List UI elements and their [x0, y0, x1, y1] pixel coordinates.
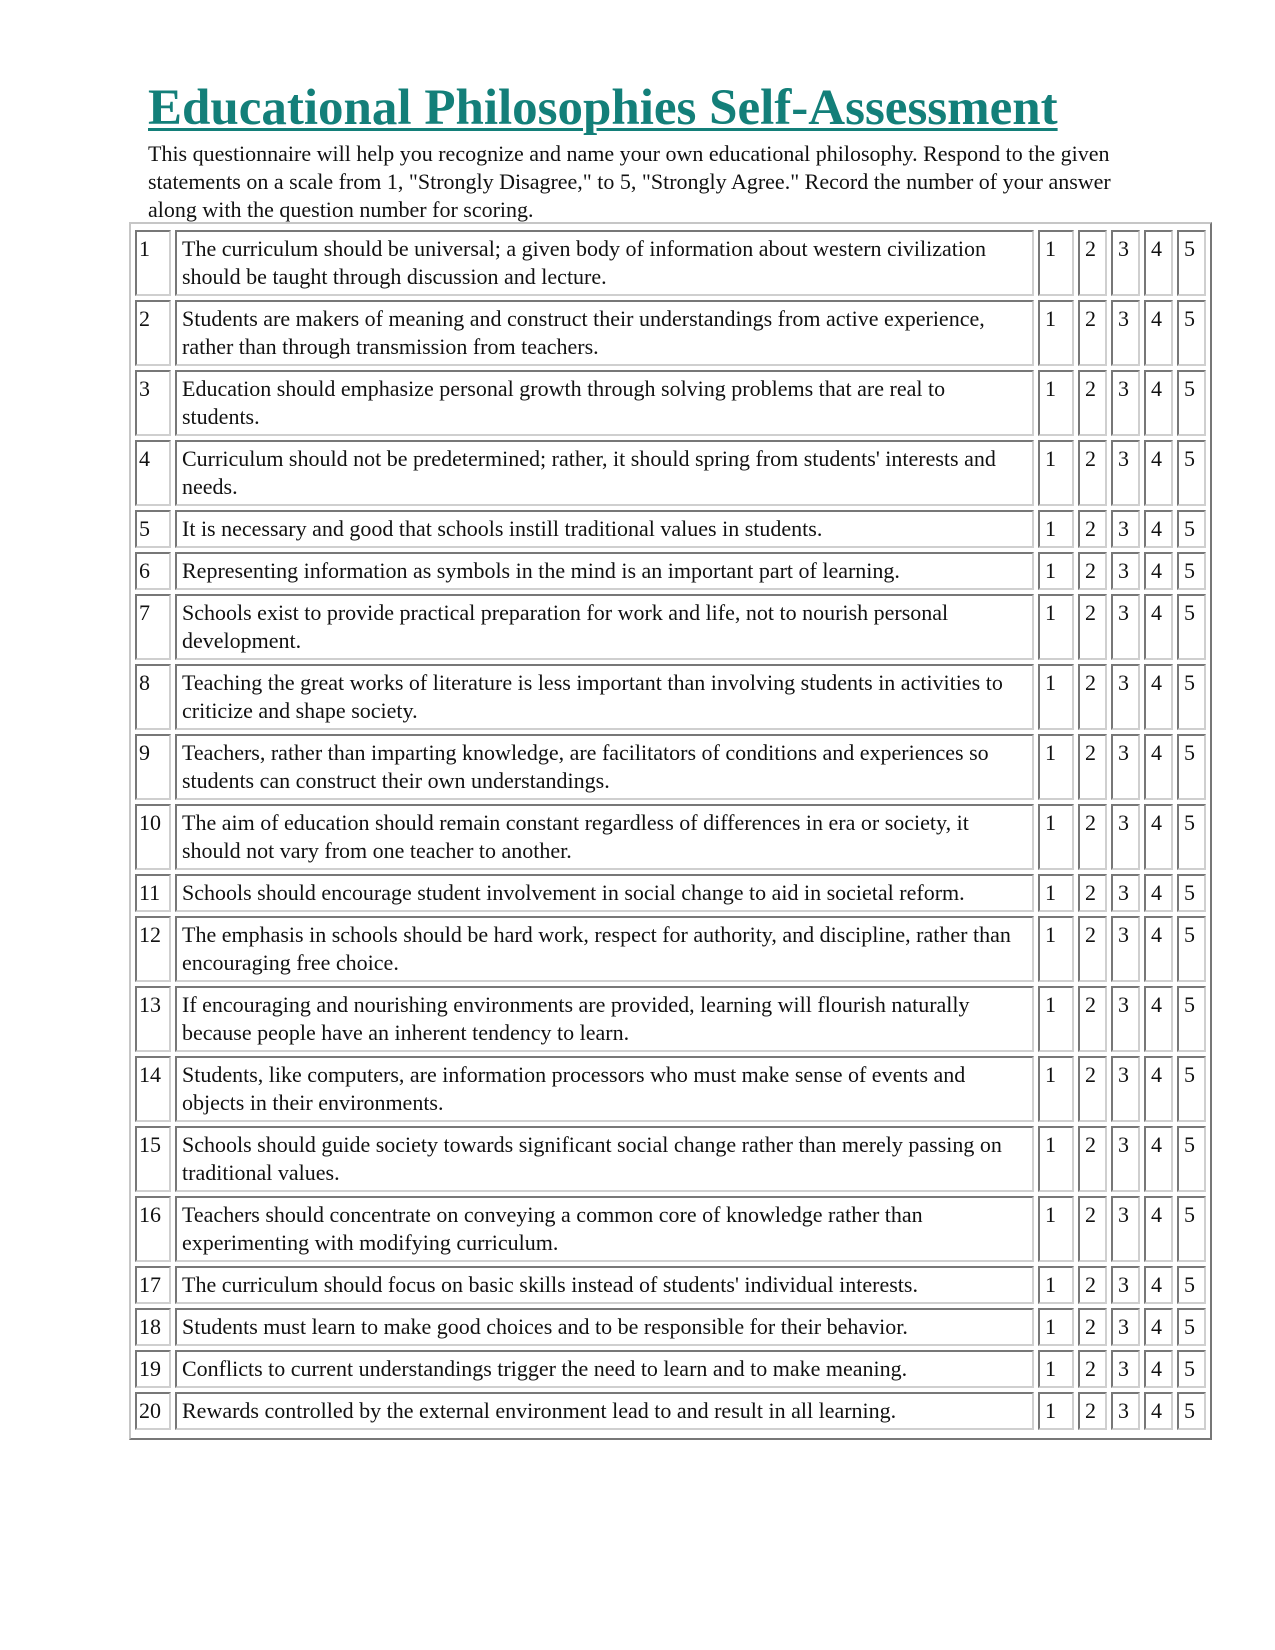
question-number: 10 [135, 804, 171, 870]
rating-option-4[interactable]: 4 [1144, 594, 1173, 660]
rating-option-2[interactable]: 2 [1078, 552, 1107, 590]
rating-option-2[interactable]: 2 [1078, 370, 1107, 436]
rating-option-4[interactable]: 4 [1144, 1266, 1173, 1304]
question-row [135, 552, 1206, 590]
rating-option-1[interactable]: 1 [1038, 300, 1074, 366]
question-row [135, 230, 1206, 296]
rating-option-5[interactable]: 5 [1177, 552, 1206, 590]
rating-option-4[interactable]: 4 [1144, 734, 1173, 800]
question-statement: The curriculum should be universal; a given body of information about western civilization should be taught through discussion and lecture. [175, 230, 1034, 296]
rating-option-1[interactable]: 1 [1038, 1308, 1074, 1346]
rating-option-4[interactable]: 4 [1144, 1196, 1173, 1262]
rating-option-5[interactable]: 5 [1177, 1126, 1206, 1192]
rating-option-3[interactable]: 3 [1111, 230, 1140, 296]
rating-option-3[interactable]: 3 [1111, 1126, 1140, 1192]
question-row [135, 1308, 1206, 1346]
rating-option-4[interactable]: 4 [1144, 300, 1173, 366]
rating-option-4[interactable]: 4 [1144, 804, 1173, 870]
rating-option-4[interactable]: 4 [1144, 440, 1173, 506]
rating-option-3[interactable]: 3 [1111, 1056, 1140, 1122]
rating-option-5[interactable]: 5 [1177, 370, 1206, 436]
rating-option-3[interactable]: 3 [1111, 1308, 1140, 1346]
question-statement: The curriculum should focus on basic skills instead of students' individual interests. [175, 1266, 1034, 1304]
rating-option-4[interactable]: 4 [1144, 916, 1173, 982]
rating-option-4[interactable]: 4 [1144, 1392, 1173, 1430]
rating-option-5[interactable]: 5 [1177, 440, 1206, 506]
rating-option-4[interactable]: 4 [1144, 986, 1173, 1052]
question-number: 14 [135, 1056, 171, 1122]
question-statement: The emphasis in schools should be hard work, respect for authority, and discipline, rather than encouraging free choice. [175, 916, 1034, 982]
rating-option-4[interactable]: 4 [1144, 1308, 1173, 1346]
rating-option-1[interactable]: 1 [1038, 1196, 1074, 1262]
rating-option-3[interactable]: 3 [1111, 370, 1140, 436]
question-number: 7 [135, 594, 171, 660]
rating-option-5[interactable]: 5 [1177, 986, 1206, 1052]
rating-option-1[interactable]: 1 [1038, 1266, 1074, 1304]
rating-option-2[interactable]: 2 [1078, 1392, 1107, 1430]
rating-option-2[interactable]: 2 [1078, 1350, 1107, 1388]
question-number: 8 [135, 664, 171, 730]
rating-option-3[interactable]: 3 [1111, 510, 1140, 548]
rating-option-5[interactable]: 5 [1177, 594, 1206, 660]
rating-option-5[interactable]: 5 [1177, 664, 1206, 730]
rating-option-2[interactable]: 2 [1078, 230, 1107, 296]
question-row [135, 1350, 1206, 1388]
rating-option-1[interactable]: 1 [1038, 552, 1074, 590]
question-statement: Students, like computers, are information processors who must make sense of events and objects in their environments. [175, 1056, 1034, 1122]
rating-option-4[interactable]: 4 [1144, 552, 1173, 590]
rating-option-5[interactable]: 5 [1177, 1392, 1206, 1430]
question-statement: Schools exist to provide practical preparation for work and life, not to nourish personal development. [175, 594, 1034, 660]
question-statement: Students are makers of meaning and construct their understandings from active experience, rather than through transmission from teachers. [175, 300, 1034, 366]
rating-option-3[interactable]: 3 [1111, 552, 1140, 590]
rating-option-5[interactable]: 5 [1177, 510, 1206, 548]
rating-option-4[interactable]: 4 [1144, 1056, 1173, 1122]
question-row [135, 300, 1206, 366]
question-number: 9 [135, 734, 171, 800]
question-number: 13 [135, 986, 171, 1052]
rating-option-3[interactable]: 3 [1111, 594, 1140, 660]
rating-option-4[interactable]: 4 [1144, 510, 1173, 548]
rating-option-3[interactable]: 3 [1111, 664, 1140, 730]
question-row [135, 370, 1206, 436]
question-row [135, 1056, 1206, 1122]
rating-option-3[interactable]: 3 [1111, 300, 1140, 366]
rating-option-2[interactable]: 2 [1078, 300, 1107, 366]
question-number: 17 [135, 1266, 171, 1304]
rating-option-4[interactable]: 4 [1144, 1126, 1173, 1192]
rating-option-3[interactable]: 3 [1111, 440, 1140, 506]
rating-option-3[interactable]: 3 [1111, 916, 1140, 982]
rating-option-5[interactable]: 5 [1177, 1056, 1206, 1122]
rating-option-5[interactable]: 5 [1177, 734, 1206, 800]
question-statement: Teachers should concentrate on conveying a common core of knowledge rather than experimenting with modifying curriculum. [175, 1196, 1034, 1262]
question-number: 18 [135, 1308, 171, 1346]
rating-option-4[interactable]: 4 [1144, 1350, 1173, 1388]
question-number: 20 [135, 1392, 171, 1430]
rating-option-1[interactable]: 1 [1038, 1056, 1074, 1122]
rating-option-5[interactable]: 5 [1177, 1308, 1206, 1346]
question-statement: Students must learn to make good choices and to be responsible for their behavior. [175, 1308, 1034, 1346]
question-number: 11 [135, 874, 171, 912]
rating-option-1[interactable]: 1 [1038, 440, 1074, 506]
rating-option-3[interactable]: 3 [1111, 734, 1140, 800]
rating-option-5[interactable]: 5 [1177, 230, 1206, 296]
question-row [135, 664, 1206, 730]
question-statement: Education should emphasize personal growth through solving problems that are real to students. [175, 370, 1034, 436]
intro-text: This questionnaire will help you recognize and name your own educational philosophy. Respond to the given statements on a scale from 1, "Strongly Disagree," to 5, "Strongly Agree." Record the number of your answer along with the question number for scoring. [148, 141, 1111, 222]
rating-option-2[interactable]: 2 [1078, 916, 1107, 982]
question-statement: Rewards controlled by the external environment lead to and result in all learning. [175, 1392, 1034, 1430]
question-statement: Teaching the great works of literature is less important than involving students in activities to criticize and shape society. [175, 664, 1034, 730]
rating-option-2[interactable]: 2 [1078, 1196, 1107, 1262]
rating-option-2[interactable]: 2 [1078, 664, 1107, 730]
rating-option-2[interactable]: 2 [1078, 874, 1107, 912]
question-number: 1 [135, 230, 171, 296]
rating-option-2[interactable]: 2 [1078, 986, 1107, 1052]
question-row [135, 440, 1206, 506]
question-row [135, 916, 1206, 982]
question-number: 19 [135, 1350, 171, 1388]
rating-option-1[interactable]: 1 [1038, 1350, 1074, 1388]
question-statement: The aim of education should remain constant regardless of differences in era or society, it should not vary from one teacher to another. [175, 804, 1034, 870]
rating-option-2[interactable]: 2 [1078, 510, 1107, 548]
rating-option-5[interactable]: 5 [1177, 1266, 1206, 1304]
rating-option-1[interactable]: 1 [1038, 664, 1074, 730]
rating-option-1[interactable]: 1 [1038, 594, 1074, 660]
rating-option-1[interactable]: 1 [1038, 734, 1074, 800]
rating-option-5[interactable]: 5 [1177, 1196, 1206, 1262]
question-number: 6 [135, 552, 171, 590]
rating-option-3[interactable]: 3 [1111, 874, 1140, 912]
question-row [135, 986, 1206, 1052]
rating-option-2[interactable]: 2 [1078, 1056, 1107, 1122]
question-number: 16 [135, 1196, 171, 1262]
question-number: 3 [135, 370, 171, 436]
question-row [135, 734, 1206, 800]
rating-option-1[interactable]: 1 [1038, 230, 1074, 296]
questionnaire-table [129, 222, 1212, 1440]
rating-option-2[interactable]: 2 [1078, 1126, 1107, 1192]
question-row [135, 1196, 1206, 1262]
question-statement: Schools should guide society towards significant social change rather than merely passing on traditional values. [175, 1126, 1034, 1192]
rating-option-4[interactable]: 4 [1144, 370, 1173, 436]
rating-option-3[interactable]: 3 [1111, 1266, 1140, 1304]
rating-option-5[interactable]: 5 [1177, 916, 1206, 982]
rating-option-5[interactable]: 5 [1177, 300, 1206, 366]
rating-option-1[interactable]: 1 [1038, 804, 1074, 870]
rating-option-3[interactable]: 3 [1111, 804, 1140, 870]
rating-option-2[interactable]: 2 [1078, 804, 1107, 870]
rating-option-5[interactable]: 5 [1177, 874, 1206, 912]
question-row [135, 874, 1206, 912]
rating-option-1[interactable]: 1 [1038, 916, 1074, 982]
question-number: 15 [135, 1126, 171, 1192]
question-statement: It is necessary and good that schools instill traditional values in students. [175, 510, 1034, 548]
rating-option-1[interactable]: 1 [1038, 874, 1074, 912]
question-row [135, 510, 1206, 548]
page-header [148, 78, 1148, 224]
question-number: 5 [135, 510, 171, 548]
question-statement: If encouraging and nourishing environments are provided, learning will flourish naturally because people have an inherent tendency to learn. [175, 986, 1034, 1052]
rating-option-1[interactable]: 1 [1038, 986, 1074, 1052]
rating-option-3[interactable]: 3 [1111, 1196, 1140, 1262]
question-statement: Teachers, rather than imparting knowledge, are facilitators of conditions and experiences so students can construct their own understandings. [175, 734, 1034, 800]
rating-option-4[interactable]: 4 [1144, 230, 1173, 296]
question-row [135, 804, 1206, 870]
rating-option-5[interactable]: 5 [1177, 804, 1206, 870]
rating-option-2[interactable]: 2 [1078, 1308, 1107, 1346]
question-number: 4 [135, 440, 171, 506]
rating-option-2[interactable]: 2 [1078, 440, 1107, 506]
question-list [135, 230, 1206, 1430]
rating-option-1[interactable]: 1 [1038, 510, 1074, 548]
rating-option-1[interactable]: 1 [1038, 370, 1074, 436]
question-statement: Curriculum should not be predetermined; rather, it should spring from students' interests and needs. [175, 440, 1034, 506]
rating-option-1[interactable]: 1 [1038, 1392, 1074, 1430]
question-row [135, 1126, 1206, 1192]
rating-option-2[interactable]: 2 [1078, 1266, 1107, 1304]
question-number: 2 [135, 300, 171, 366]
question-statement: Conflicts to current understandings trigger the need to learn and to make meaning. [175, 1350, 1034, 1388]
question-statement: Representing information as symbols in the mind is an important part of learning. [175, 552, 1034, 590]
question-number: 12 [135, 916, 171, 982]
rating-option-1[interactable]: 1 [1038, 1126, 1074, 1192]
question-row [135, 1266, 1206, 1304]
rating-option-4[interactable]: 4 [1144, 664, 1173, 730]
rating-option-2[interactable]: 2 [1078, 594, 1107, 660]
question-statement: Schools should encourage student involvement in social change to aid in societal reform. [175, 874, 1034, 912]
page-title: Educational Philosophies Self-Assessment [148, 80, 1058, 136]
question-row [135, 1392, 1206, 1430]
rating-option-4[interactable]: 4 [1144, 874, 1173, 912]
rating-option-2[interactable]: 2 [1078, 734, 1107, 800]
question-row [135, 594, 1206, 660]
rating-option-3[interactable]: 3 [1111, 1392, 1140, 1430]
rating-option-3[interactable]: 3 [1111, 1350, 1140, 1388]
rating-option-3[interactable]: 3 [1111, 986, 1140, 1052]
rating-option-5[interactable]: 5 [1177, 1350, 1206, 1388]
